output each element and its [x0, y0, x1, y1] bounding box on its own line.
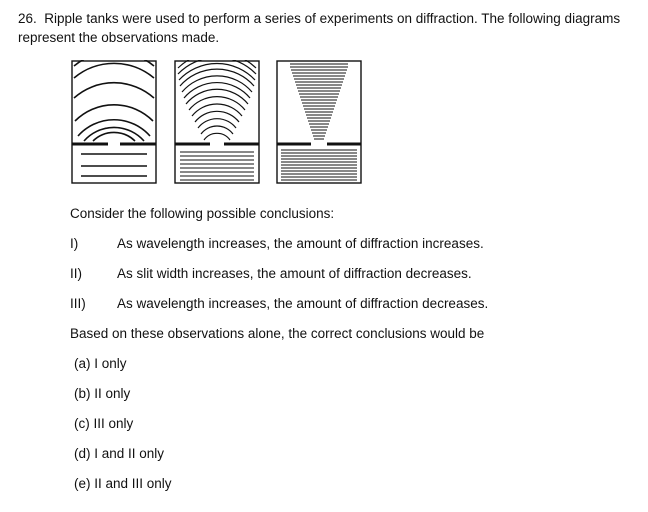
conclusion-text: As wavelength increases, the amount of diffraction increases.	[117, 236, 484, 251]
conclusion-3	[70, 296, 630, 316]
option-d[interactable]: (d) I and II only	[74, 446, 165, 461]
question-number: 26.	[18, 11, 37, 26]
ripple-tank-diagrams	[71, 60, 361, 184]
diagram-long-wavelength	[71, 60, 157, 184]
diagram-very-short-wavelength	[276, 60, 362, 184]
conclusion-2	[70, 266, 630, 286]
question-prompt: Based on these observations alone, the correct conclusions would be	[70, 326, 485, 341]
question-text	[18, 9, 628, 47]
option-c[interactable]: (c) III only	[74, 416, 134, 431]
conclusion-text: As wavelength increases, the amount of diffraction decreases.	[117, 296, 489, 311]
conclusion-number: III)	[70, 296, 86, 311]
conclusions-lead-in: Consider the following possible conclusions:	[70, 206, 335, 221]
option-b[interactable]: (b) II only	[74, 386, 131, 401]
option-e[interactable]: (e) II and III only	[74, 476, 172, 491]
conclusion-number: I)	[70, 236, 79, 251]
option-a[interactable]: (a) I only	[74, 356, 127, 371]
conclusion-text: As slit width increases, the amount of diffraction decreases.	[117, 266, 472, 281]
question-body: Ripple tanks were used to perform a series of experiments on diffraction. The following diagrams represent the observations made.	[18, 11, 621, 45]
conclusion-1	[70, 236, 630, 256]
conclusion-number: II)	[70, 266, 82, 281]
diagram-short-wavelength	[174, 60, 260, 184]
